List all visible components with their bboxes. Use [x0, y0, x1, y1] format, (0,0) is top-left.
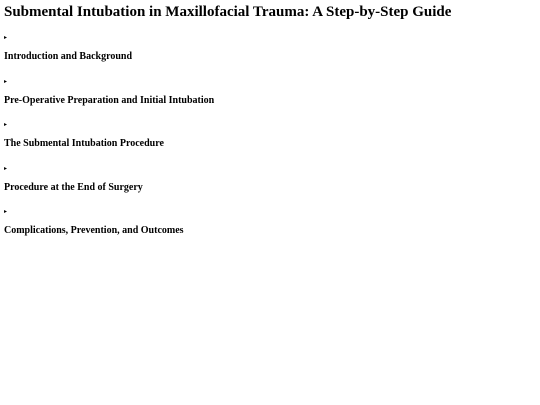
expand-toggle-icon[interactable]: ▸	[4, 79, 8, 85]
section-title[interactable]: Introduction and Background	[4, 51, 133, 62]
expand-toggle-icon[interactable]: ▸	[4, 209, 8, 215]
section-title[interactable]: Procedure at the End of Surgery	[4, 182, 143, 193]
expand-toggle-icon[interactable]: ▸	[4, 35, 8, 41]
section-title[interactable]: The Submental Intubation Procedure	[4, 138, 164, 149]
section-preoperative	[4, 78, 524, 107]
expand-toggle-icon[interactable]: ▸	[4, 166, 8, 172]
page-title: Submental Intubation in Maxillofacial Trauma: A Step-by-Step Guide	[4, 4, 452, 20]
section-complications	[4, 208, 524, 237]
section-end-of-surgery	[4, 165, 524, 194]
section-title[interactable]: Complications, Prevention, and Outcomes	[4, 225, 184, 236]
section-procedure	[4, 121, 524, 150]
section-title[interactable]: Pre-Operative Preparation and Initial Intubation	[4, 95, 215, 106]
section-introduction	[4, 34, 524, 63]
expand-toggle-icon[interactable]: ▸	[4, 122, 8, 128]
